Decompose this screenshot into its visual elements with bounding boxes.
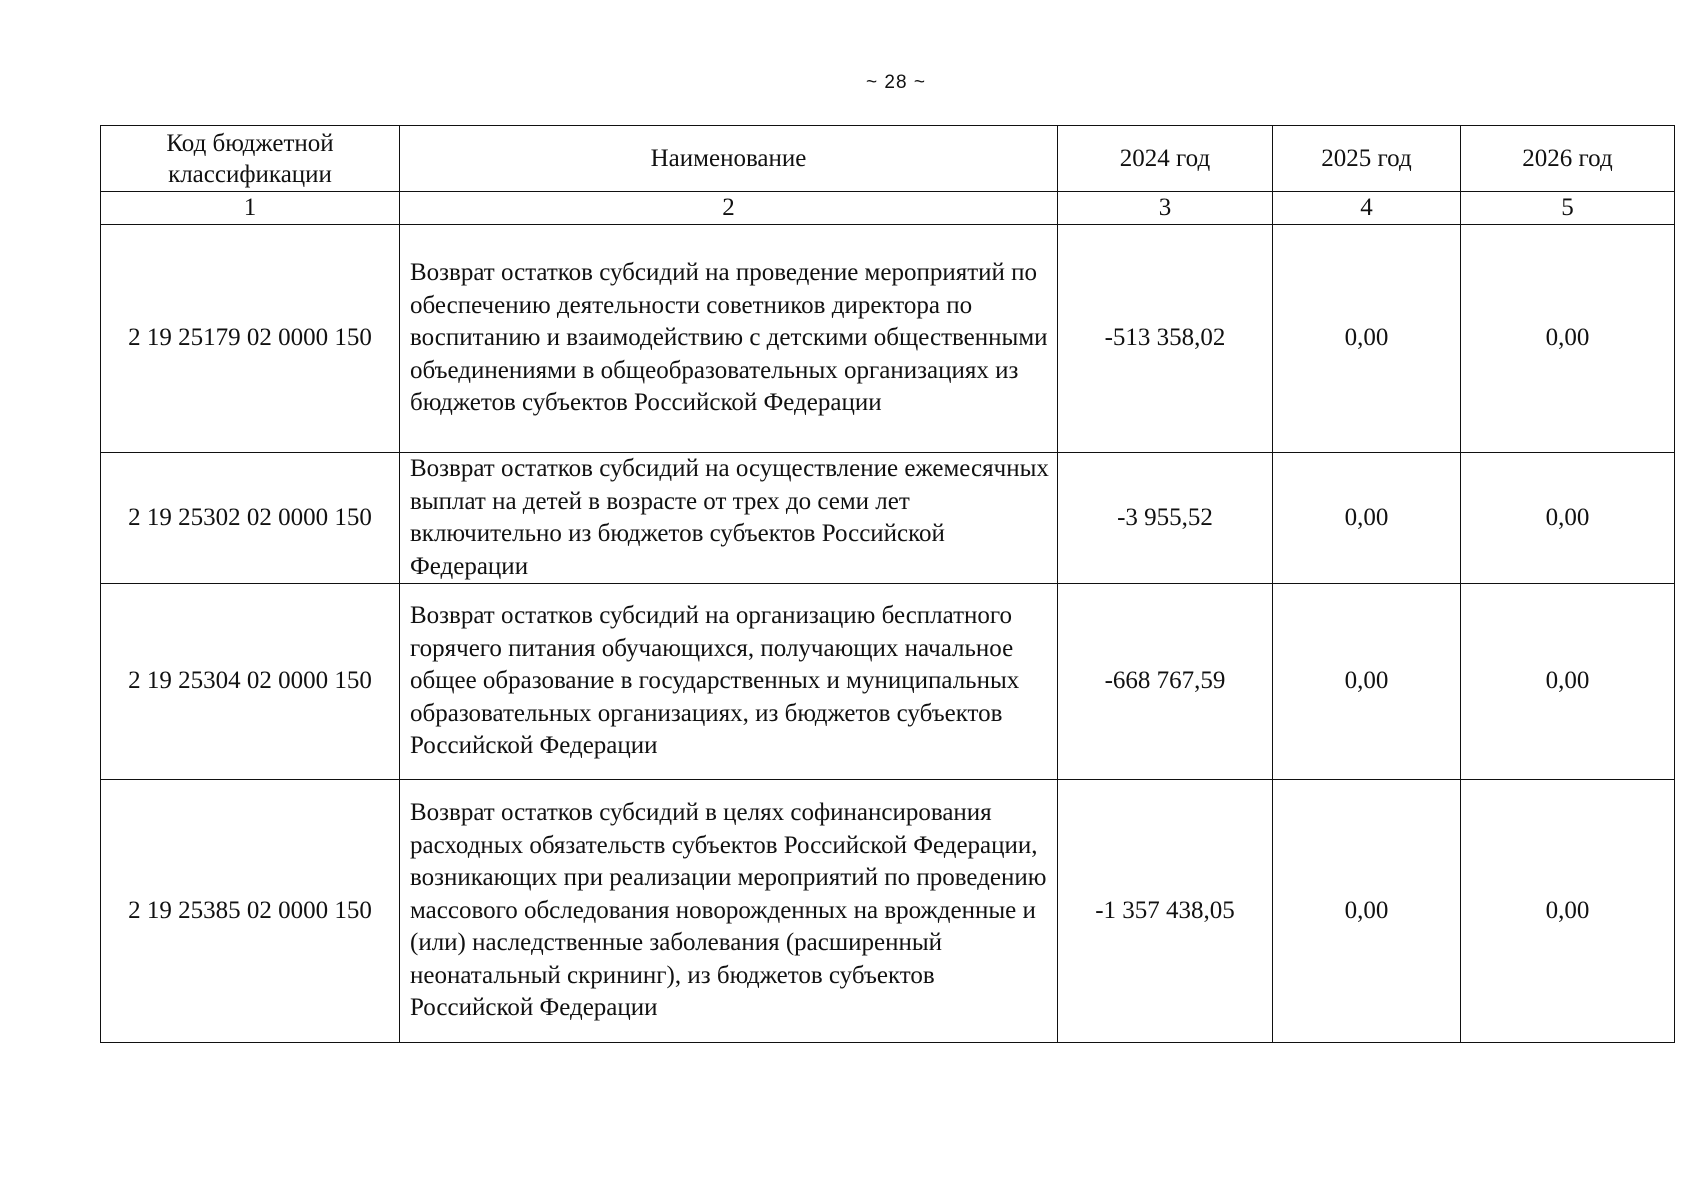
- page-number: ~ 28 ~: [866, 72, 926, 93]
- item-name: Возврат остатков субсидий в целях софинансирования расходных обязательств субъектов Российской Федерации, возникающих при реализации мероприятий по проведению массового обследования новорожденных на врожденные и (или) наследственные заболевания (расширенный неонатальный скрининг), из бюджетов субъектов Российской Федерации: [400, 780, 1058, 1043]
- table-row: [101, 225, 1675, 453]
- header-2025: 2025 год: [1273, 126, 1461, 192]
- budget-code: 2 19 25304 02 0000 150: [101, 584, 400, 780]
- value-2026: 0,00: [1461, 453, 1675, 584]
- column-number-row: [101, 192, 1675, 225]
- column-number: 4: [1273, 192, 1461, 225]
- value-2026: 0,00: [1461, 584, 1675, 780]
- column-number: 5: [1461, 192, 1675, 225]
- column-number: 3: [1058, 192, 1273, 225]
- header-2026: 2026 год: [1461, 126, 1675, 192]
- table-header-row: [101, 126, 1675, 192]
- table-row: [101, 453, 1675, 584]
- header-code: Код бюджетной классификации: [101, 126, 400, 192]
- value-2026: 0,00: [1461, 780, 1675, 1043]
- item-name: Возврат остатков субсидий на организацию бесплатного горячего питания обучающихся, получающих начальное общее образование в государственных и муниципальных образовательных организациях, из бюджетов субъектов Российской Федерации: [400, 584, 1058, 780]
- value-2025: 0,00: [1273, 225, 1461, 453]
- value-2024: -3 955,52: [1058, 453, 1273, 584]
- value-2026: 0,00: [1461, 225, 1675, 453]
- budget-table: [100, 125, 1675, 1043]
- value-2024: -1 357 438,05: [1058, 780, 1273, 1043]
- value-2025: 0,00: [1273, 453, 1461, 584]
- header-2024: 2024 год: [1058, 126, 1273, 192]
- value-2025: 0,00: [1273, 780, 1461, 1043]
- column-number: 2: [400, 192, 1058, 225]
- value-2025: 0,00: [1273, 584, 1461, 780]
- header-name: Наименование: [400, 126, 1058, 192]
- table-row: [101, 780, 1675, 1043]
- column-number: 1: [101, 192, 400, 225]
- table-row: [101, 584, 1675, 780]
- value-2024: -668 767,59: [1058, 584, 1273, 780]
- budget-code: 2 19 25179 02 0000 150: [101, 225, 400, 453]
- item-name: Возврат остатков субсидий на осуществление ежемесячных выплат на детей в возрасте от трех до семи лет включительно из бюджетов субъектов Российской Федерации: [400, 453, 1058, 584]
- value-2024: -513 358,02: [1058, 225, 1273, 453]
- item-name: Возврат остатков субсидий на проведение мероприятий по обеспечению деятельности советников директора по воспитанию и взаимодействию с детскими общественными объединениями в общеобразовательных организациях из бюджетов субъектов Российской Федерации: [400, 225, 1058, 453]
- budget-code: 2 19 25385 02 0000 150: [101, 780, 400, 1043]
- budget-code: 2 19 25302 02 0000 150: [101, 453, 400, 584]
